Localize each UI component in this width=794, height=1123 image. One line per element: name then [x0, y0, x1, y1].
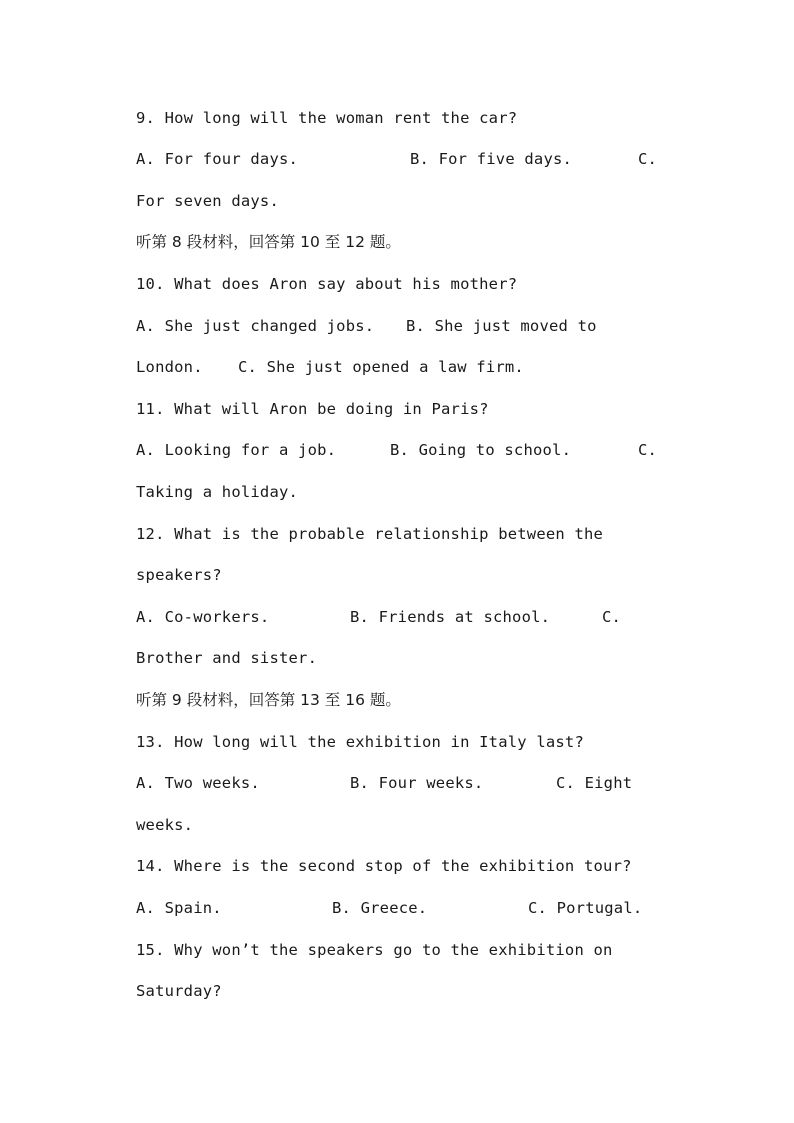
option-c: C. She just opened a law firm.	[238, 358, 524, 376]
section-heading-9: 听第 9 段材料，回答第 13 至 16 题。	[136, 691, 401, 709]
question-15: 15. Why won’t the speakers go to the exhibition on	[136, 941, 613, 959]
option-c-marker: C.	[638, 441, 658, 459]
question-12: 12. What is the probable relationship between the	[136, 525, 604, 543]
option-a: A. She just changed jobs.	[136, 317, 375, 335]
option-c-marker: C.	[638, 150, 658, 168]
option-b: B. For five days.	[410, 150, 573, 168]
option-c-text: Brother and sister.	[136, 649, 318, 667]
option-b-cont: London.	[136, 358, 203, 376]
question-15-cont: Saturday?	[136, 982, 222, 1000]
option-c-text: For seven days.	[136, 192, 279, 210]
question-14: 14. Where is the second stop of the exhibition tour?	[136, 857, 632, 875]
option-b: B. Friends at school.	[350, 608, 551, 626]
option-a: A. Co-workers.	[136, 608, 270, 626]
section-heading-8: 听第 8 段材料，回答第 10 至 12 题。	[136, 233, 401, 251]
option-b: B. Four weeks.	[350, 774, 484, 792]
option-a: A. Looking for a job.	[136, 441, 337, 459]
option-a: A. Spain.	[136, 899, 222, 917]
option-c: C. Eight	[556, 774, 633, 792]
option-c: C. Portugal.	[528, 899, 643, 917]
question-13: 13. How long will the exhibition in Italy last?	[136, 733, 584, 751]
option-a: A. For four days.	[136, 150, 299, 168]
question-9: 9. How long will the woman rent the car?	[136, 109, 518, 127]
option-a: A. Two weeks.	[136, 774, 260, 792]
option-c-marker: C.	[602, 608, 622, 626]
question-10-options-cont	[136, 357, 676, 437]
option-b: B. She just moved to	[406, 317, 597, 335]
option-c-text: Taking a holiday.	[136, 483, 299, 501]
option-b: B. Going to school.	[390, 441, 572, 459]
question-11: 11. What will Aron be doing in Paris?	[136, 400, 489, 418]
option-c-cont: weeks.	[136, 816, 194, 834]
question-12-cont: speakers?	[136, 566, 222, 584]
option-b: B. Greece.	[332, 899, 428, 917]
question-10: 10. What does Aron say about his mother?	[136, 275, 518, 293]
